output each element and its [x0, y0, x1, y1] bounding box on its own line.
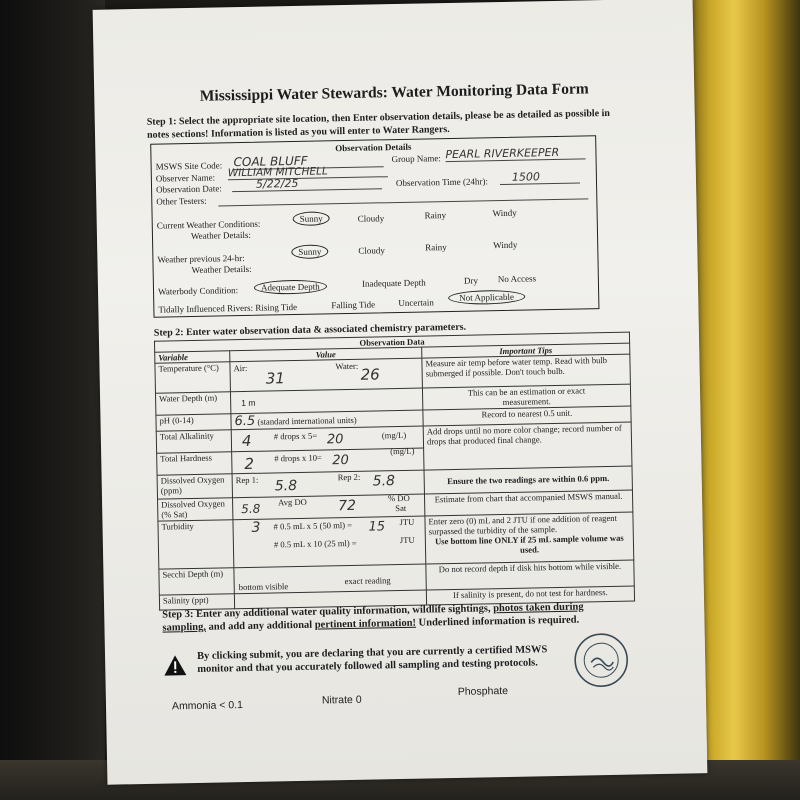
avg-do-label: Avg DO: [278, 496, 307, 508]
site-code-label: MSWS Site Code:: [155, 160, 223, 172]
ph-units: (standard international units): [257, 414, 357, 427]
do-sat-value[interactable]: 72: [338, 497, 357, 515]
col-variable-header: Variable: [155, 351, 230, 363]
tidal-uncertain[interactable]: Uncertain: [398, 297, 434, 309]
mississippi-water-stewards-seal: [573, 632, 630, 689]
step3-text-c: Underlined information is required.: [418, 614, 580, 629]
step2-instructions: Step 2: Enter water observation data & associated chemistry parameters.: [153, 321, 467, 339]
warning-icon: [163, 654, 188, 681]
prev-weather-rainy[interactable]: Rainy: [425, 242, 447, 253]
ammonia-note[interactable]: Ammonia < 0.1: [171, 699, 244, 713]
prev-weather-cloudy[interactable]: Cloudy: [358, 245, 385, 256]
current-weather-rainy[interactable]: Rainy: [424, 210, 447, 221]
do-sat-unit1: % DO: [387, 492, 410, 504]
waterbody-condition-label: Waterbody Condition:: [157, 285, 239, 297]
waterbody-adequate-depth-selected[interactable]: Adequate Depth: [254, 279, 327, 294]
do-sat-label: Dissolved Oxygen (% Sat): [158, 498, 233, 521]
current-weather-sunny-selected[interactable]: Sunny: [293, 211, 330, 226]
salinity-tip: If salinity is present, do not test for hardness.: [426, 586, 634, 605]
air-temp-value[interactable]: 31: [265, 369, 285, 388]
step1-instructions: Step 1: Select the appropriate site location, then Enter observation details, please be as detailed as possible in notes sections! Information is listed as you will enter to Water Rangers.: [146, 107, 611, 141]
prev-weather-windy[interactable]: Windy: [493, 239, 518, 251]
waterbody-dry[interactable]: Dry: [463, 275, 478, 286]
temperature-tip: Measure air temp before water temp. Read with bulb submerged if possible. Don't touch bulb.: [422, 354, 631, 388]
turbidity-value[interactable]: 3: [251, 519, 261, 536]
step3-text-a: Step 3: Enter any additional water quality information, wildlife sightings,: [162, 603, 491, 621]
observation-time-value[interactable]: 1500: [500, 170, 580, 186]
alkalinity-label: Total Alkalinity: [156, 430, 231, 453]
hardness-formula: # drops x 10=: [274, 452, 322, 464]
waterbody-no-access[interactable]: No Access: [497, 273, 537, 285]
ph-tip: Record to nearest 0.5 unit.: [423, 406, 631, 426]
depth-tip-line2: measurement.: [502, 396, 551, 408]
other-testers-label: Other Testers:: [156, 195, 207, 207]
alkalinity-formula: # drops x 5=: [273, 430, 318, 442]
secchi-tip: Do not record depth if disk hits bottom while visible.: [426, 560, 634, 590]
nitrate-note[interactable]: Nitrate 0: [321, 693, 362, 707]
step3-underline-pertinent: pertinent information!: [314, 617, 417, 631]
form-title: Mississippi Water Stewards: Water Monitoring Data Form: [199, 80, 589, 105]
water-temp-value[interactable]: 26: [360, 365, 380, 384]
air-label: Air:: [233, 362, 248, 374]
group-name-value[interactable]: PEARL RIVERKEEPER: [445, 145, 585, 162]
depth-label: Water Depth (m): [155, 392, 230, 415]
alkalinity-result-value[interactable]: 20: [326, 432, 344, 448]
alkalinity-drops-value[interactable]: 4: [241, 431, 252, 451]
observation-date-value[interactable]: 5/22/25: [232, 175, 382, 192]
observation-data-heading: Observation Data: [154, 332, 629, 352]
ph-label: pH (0-14): [156, 414, 231, 431]
salinity-label: Salinity (ppt): [159, 594, 234, 610]
turbidity-line1-value[interactable]: 15: [368, 519, 386, 535]
certification-warning: By clicking submit, you are declaring that you are currently a certified MSWS monitor and that you accurately followed all sampling and testing protocols.: [196, 644, 548, 675]
step3-text-b: and add any additional: [208, 619, 313, 633]
turbidity-tip: Enter zero (0) mL and 2 JTU if one addition of reagent surpassed the turbidity of the sample.: [428, 512, 617, 537]
background-left: [0, 0, 105, 800]
observation-time-label: Observation Time (24hr):: [395, 176, 489, 189]
observation-date-label: Observation Date:: [155, 183, 222, 195]
depth-value[interactable]: 1 m: [230, 388, 422, 414]
form-paper: [93, 0, 708, 785]
rep1-label: Rep 1:: [235, 474, 259, 486]
phosphate-note[interactable]: Phosphate: [457, 684, 509, 698]
do-sat-tip: Estimate from chart that accompanied MSWS manual.: [424, 490, 632, 516]
hardness-label: Total Hardness: [157, 452, 232, 475]
rep2-label: Rep 2:: [337, 471, 361, 483]
observation-data-table: [154, 332, 635, 611]
current-weather-windy[interactable]: Windy: [492, 207, 517, 219]
site-code-value[interactable]: COAL BLUFF: [233, 152, 383, 170]
observer-name-value[interactable]: WILLIAM MITCHELL: [228, 164, 388, 180]
current-weather-details-label: Weather Details:: [190, 229, 252, 241]
prev-weather-sunny-selected[interactable]: Sunny: [291, 244, 328, 259]
prev-weather-label: Weather previous 24-hr:: [157, 252, 245, 265]
turbidity-unit-2: JTU: [399, 534, 415, 546]
turbidity-tip-bold: Use bottom line ONLY if 25 mL sample volume was used.: [434, 532, 624, 555]
waterbody-inadequate-depth[interactable]: Inadequate Depth: [361, 277, 426, 289]
rep1-value[interactable]: 5.8: [274, 477, 298, 495]
turbidity-line1: # 0.5 mL x 5 (50 ml) =: [273, 519, 353, 532]
tidal-not-applicable-selected[interactable]: Not Applicable: [448, 290, 525, 305]
do-sat-unit2: Sat: [395, 502, 407, 514]
alkalinity-tip: Add drops until no more color change; record number of drops that produced final change.: [423, 422, 632, 470]
turbidity-line2: # 0.5 mL x 10 (25 ml) =: [273, 537, 357, 550]
water-label: Water:: [335, 360, 359, 372]
group-name-label: Group Name:: [391, 153, 441, 165]
do-ppm-tip: Ensure the two readings are within 0.6 ppm.: [424, 466, 632, 494]
prev-weather-details-label: Weather Details:: [191, 263, 252, 275]
temperature-label: Temperature (°C): [155, 362, 231, 393]
hardness-result-value[interactable]: 20: [332, 452, 350, 469]
ph-value[interactable]: 6.5: [234, 413, 256, 430]
secchi-bottom-visible[interactable]: bottom visible: [238, 581, 289, 593]
col-tips-header: Important Tips: [422, 343, 630, 358]
step3-underline-photos: photos taken during sampling,: [162, 601, 584, 634]
do-sat-avg-value[interactable]: 5.8: [241, 501, 261, 517]
col-value-header: Value: [230, 347, 422, 362]
turbidity-label: Turbidity: [158, 520, 234, 569]
tidal-falling[interactable]: Falling Tide: [331, 299, 376, 311]
hardness-drops-value[interactable]: 2: [244, 454, 255, 473]
depth-tip-line1: This can be an estimation or exact: [467, 385, 586, 398]
hardness-unit: (mg/L): [390, 445, 415, 457]
secchi-exact-reading[interactable]: exact reading: [344, 575, 391, 587]
alkalinity-unit: (mg/L): [381, 429, 407, 441]
secchi-label: Secchi Depth (m): [159, 568, 234, 595]
observation-details-box: [150, 135, 599, 318]
do-ppm-label: Dissolved Oxygen (ppm): [157, 474, 232, 499]
other-testers-line[interactable]: [218, 198, 588, 206]
current-weather-cloudy[interactable]: Cloudy: [357, 213, 385, 224]
observation-details-heading: Observation Details: [335, 141, 412, 154]
rep2-value[interactable]: 5.8: [372, 473, 396, 490]
current-weather-label: Current Weather Conditions:: [156, 218, 261, 231]
tidal-rising-label[interactable]: Tidally Influenced Rivers: Rising Tide: [158, 301, 298, 315]
turbidity-unit-1: JTU: [399, 516, 415, 528]
observer-name-label: Observer Name:: [155, 172, 216, 184]
